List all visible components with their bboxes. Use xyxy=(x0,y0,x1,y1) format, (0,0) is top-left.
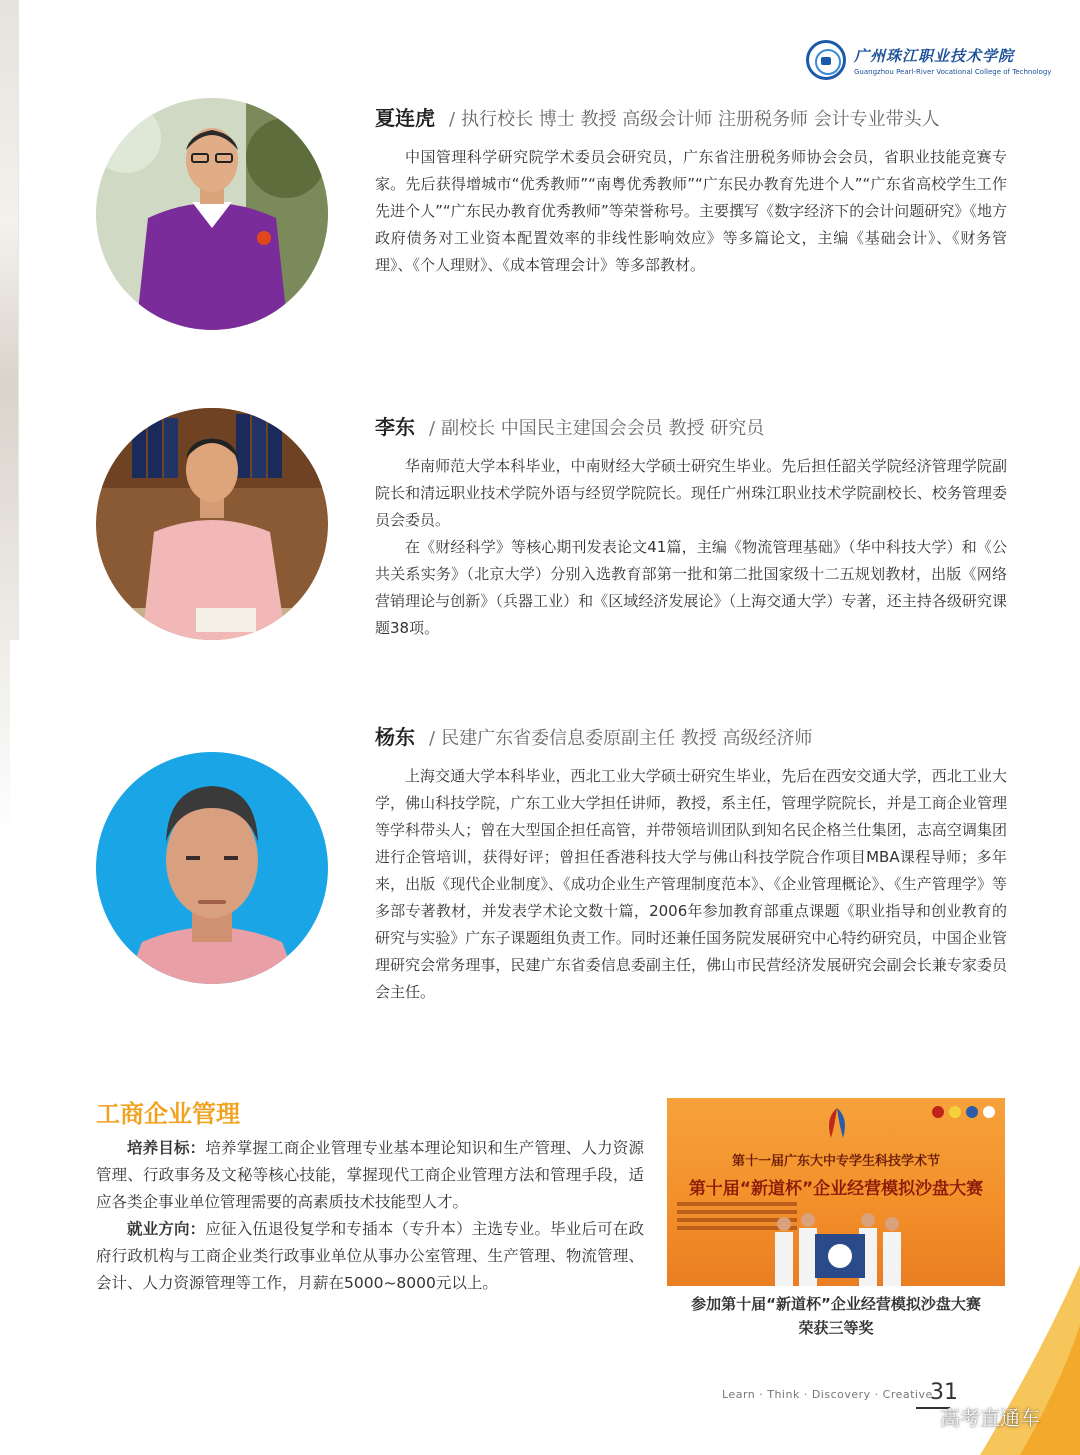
portrait-yang-dong xyxy=(96,752,328,984)
profile-titles: 执行校长 博士 教授 高级会计师 注册税务师 会计专业带头人 xyxy=(461,109,940,130)
profile-li-dong xyxy=(375,413,1007,642)
sponsor-icon xyxy=(983,1106,995,1118)
career-direction-text: 应征入伍退役复学和专插本（专升本）主选专业。毕业后可在政府行政机构与工商企业类行政事业单位从事办公室管理、生产管理、物流管理、会计、人力资源管理等工作，月薪在5000~8000元以上。 xyxy=(96,1220,644,1292)
sponsor-icon xyxy=(966,1106,978,1118)
profile-bio xyxy=(375,453,1007,642)
major-title: 工商企业管理 xyxy=(96,1100,240,1128)
portrait-xia-lianhu xyxy=(96,98,328,330)
profile-separator: / xyxy=(449,109,456,130)
sponsor-icon xyxy=(932,1106,944,1118)
profile-paragraph: 华南师范大学本科毕业，中南财经大学硕士研究生毕业。先后担任韶关学院经济管理学院副院长和清远职业技术学院外语与经贸学院院长。现任广州珠江职业技术学院副校长、校务管理委员会委员。 xyxy=(375,457,1007,529)
banner-title: 第十届“新道杯”企业经营模拟沙盘大赛 xyxy=(688,1179,984,1199)
profile-titles: 民建广东省委信息委原副主任 教授 高级经济师 xyxy=(441,728,813,749)
college-name-en: Guangzhou Pearl-River Vocational College of Technology xyxy=(854,67,1052,76)
career-direction xyxy=(96,1216,644,1297)
watermark-text: 高考直通车 xyxy=(940,1406,1040,1430)
training-goal xyxy=(96,1135,644,1216)
portrait-illustration xyxy=(96,752,328,984)
page-number: 31 xyxy=(930,1380,958,1405)
caption-line-1: 参加第十届“新道杯”企业经营模拟沙盘大赛 xyxy=(691,1295,981,1313)
profile-separator: / xyxy=(429,728,436,749)
college-logo-text xyxy=(854,45,1051,76)
profile-yang-dong xyxy=(375,723,1007,1006)
profile-paragraph: 在《财经科学》等核心期刊发表论文41篇，主编《物流管理基础》（华中科技大学）和《公共关系实务》（北京大学）分别入选教育部第一批和第二批国家级十二五规划教材，出版《网络营销理论与创新》（兵器工业）和《区域经济发展论》（上海交通大学）专著，还主持各级研究课题38项。 xyxy=(375,538,1007,637)
banner-subtitle: 第十一届广东大中专学生科技学术节 xyxy=(731,1154,940,1169)
profile-paragraph: 上海交通大学本科毕业，西北工业大学硕士研究生毕业，先后在西安交通大学，西北工业大学，佛山科技学院，广东工业大学担任讲师，教授，系主任，管理学院院长，并是工商企业管理等学科带头人；曾在大型国企担任高管，并带领培训团队到知名民企格兰仕集团，志高空调集团进行企管培训，获得好评；曾担任香港科技大学与佛山科技学院合作项目MBA课程导师；多年来，出版《现代企业制度》、《成功企业生产管理制度范本》、《企业管理概论》、《生产管理学》等多部专著教材，并发表学术论文数十篇，2006年参加教育部重点课题《职业指导和创业教育的研究与实验》广东子课题组负责工作。同时还兼任国务院发展研究中心特约研究员，中国企业管理研究会常务理事，民建广东省委信息委副主任，佛山市民营经济发展研究会副会长兼专家委员会主任。 xyxy=(375,767,1007,1001)
sponsor-icons xyxy=(932,1106,995,1118)
sponsor-icon xyxy=(949,1106,961,1118)
profile-titles: 副校长 中国民主建国会会员 教授 研究员 xyxy=(441,418,765,439)
team-photo-illustration xyxy=(763,1210,913,1286)
major-section xyxy=(96,1094,644,1297)
footer-tagline: Learn · Think · Discovery · Creative xyxy=(722,1388,933,1401)
profile-name: 李东 xyxy=(375,415,415,439)
portrait-illustration xyxy=(96,408,328,640)
left-decorative-fade xyxy=(0,640,10,840)
caption-line-2: 荣获三等奖 xyxy=(798,1319,874,1337)
training-goal-label: 培养目标： xyxy=(127,1139,206,1157)
profile-paragraph: 中国管理科学研究院学术委员会研究员，广东省注册税务师协会会员，省职业技能竞赛专家。先后获得增城市“优秀教师”“南粤优秀教师”“广东民办教育先进个人”“广东省高校学生工作先进个人”“广东民办教育优秀教师”等荣誉称号。主要撰写《数字经济下的会计问题研究》《地方政府债务对工业资本配置效率的非线性影响效应》等多篇论文，主编《基础会计》、《财务管理》、《个人理财》、《成本管理会计》等多部教材。 xyxy=(375,148,1007,274)
profile-header xyxy=(375,413,1007,443)
portrait-li-dong xyxy=(96,408,328,640)
profile-bio xyxy=(375,144,1007,279)
profile-header xyxy=(375,723,1007,753)
profile-name: 杨东 xyxy=(375,725,415,749)
profile-xia-lianhu xyxy=(375,104,1007,279)
career-direction-label: 就业方向： xyxy=(127,1220,206,1238)
festival-logo-icon xyxy=(817,1104,857,1144)
left-decorative-strip xyxy=(0,0,19,640)
competition-photo xyxy=(667,1098,1005,1286)
portrait-illustration xyxy=(96,98,328,330)
profile-header xyxy=(375,104,1007,134)
profile-bio xyxy=(375,763,1007,1006)
training-goal-text: 培养掌握工商企业管理专业基本理论知识和生产管理、人力资源管理、行政事务及文秘等核心技能，掌握现代工商企业管理方法和管理手段，适应各类企事业单位管理需要的高素质技术技能型人才。 xyxy=(96,1139,644,1211)
college-name-cn: 广州珠江职业技术学院 xyxy=(854,46,1015,65)
college-logo xyxy=(806,40,1051,80)
profile-separator: / xyxy=(429,418,436,439)
profile-name: 夏连虎 xyxy=(375,106,435,130)
college-emblem-icon xyxy=(806,40,846,80)
